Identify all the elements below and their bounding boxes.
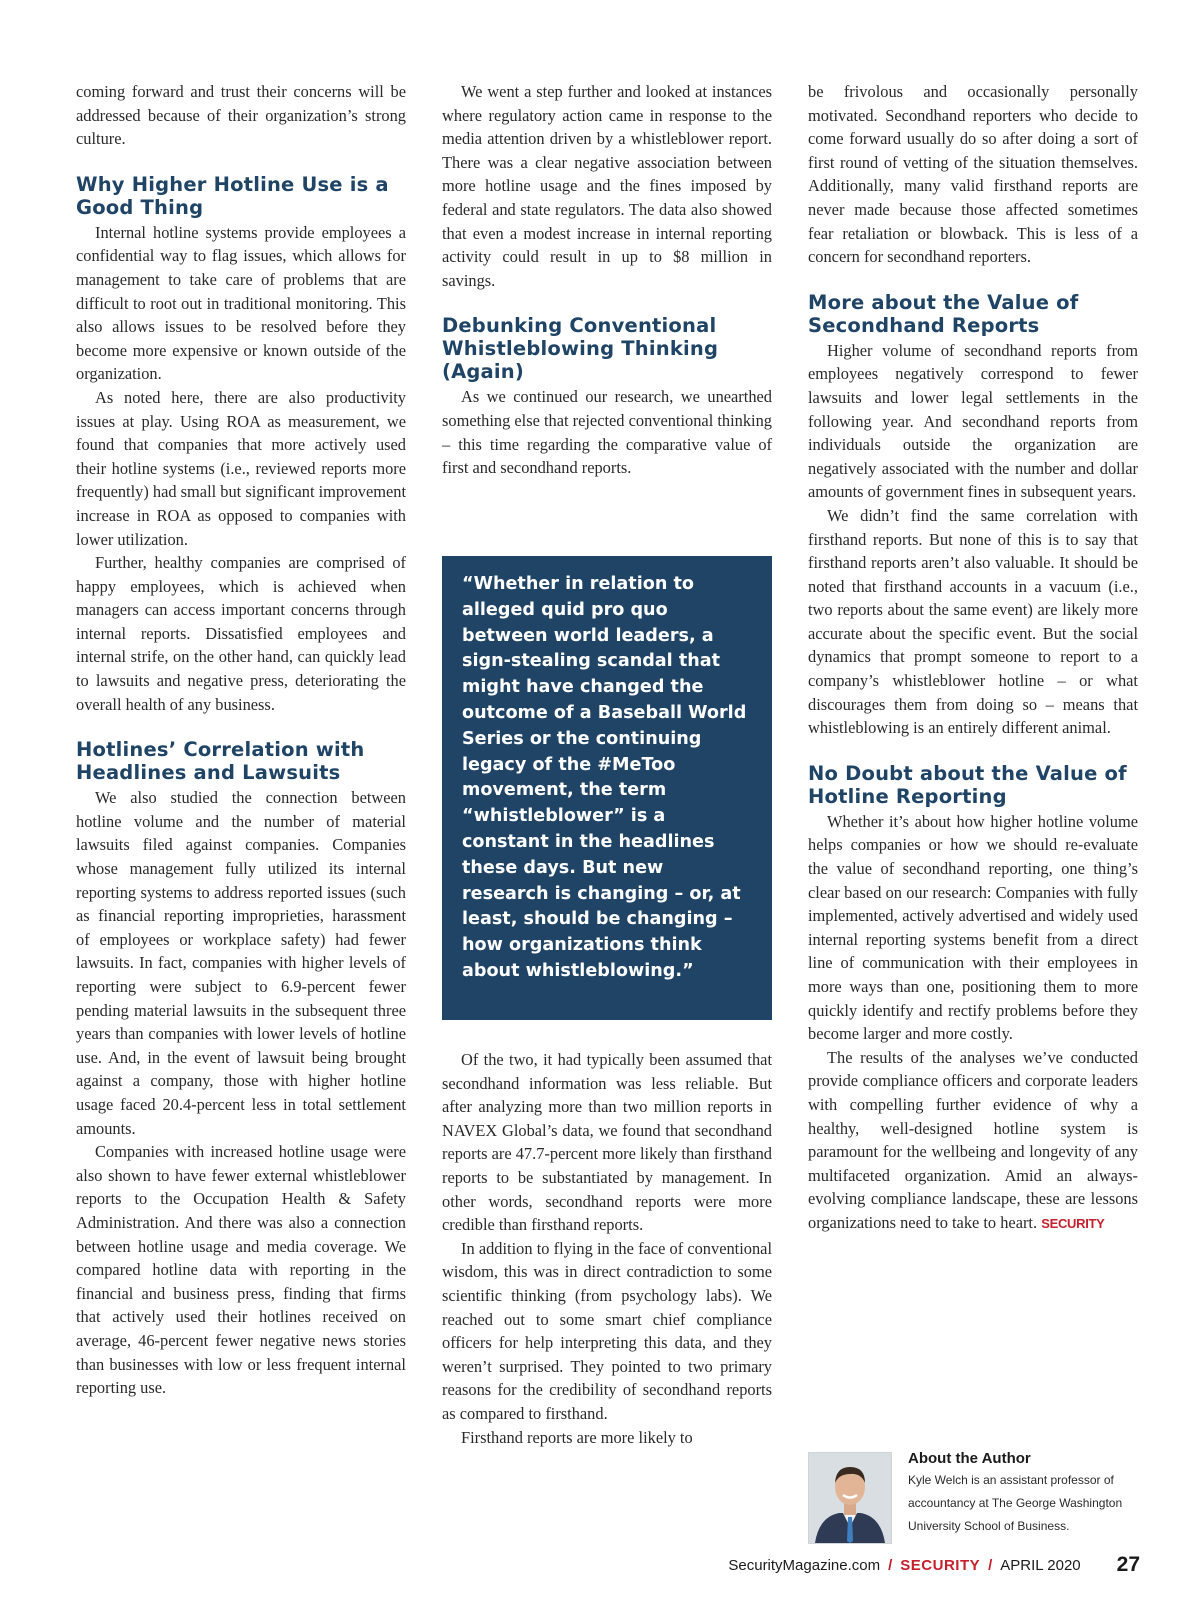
- about-author-box: [808, 1452, 1138, 1544]
- author-bio: Kyle Welch is an assistant professor of accountancy at The George Washington University School of Business.: [908, 1473, 1123, 1533]
- paragraph: As noted here, there are also productivity issues at play. Using ROA as measurement, we found that companies that more actively used their hotline systems (i.e., reviewed reports more frequently) had small but significant improvement increase in ROA as opposed to companies with lower utilization.: [76, 387, 407, 549]
- paragraph: As we continued our research, we unearthed something else that rejected conventional thinking – this time regarding the comparative value of first and secondhand reports.: [442, 387, 772, 478]
- paragraph: In addition to flying in the face of conventional wisdom, this was in direct contradiction to some scientific thinking (from psychology labs). We reached out to some smart chief compliance officers for help interpreting this data, and they weren’t surprised. They pointed to two primary reasons for the credibility of secondhand reports as compared to firsthand.: [442, 1238, 772, 1423]
- paragraph: Firsthand reports are more likely to: [461, 1427, 693, 1447]
- paragraph: Companies with increased hotline usage were also shown to have fewer external whistleblower reports to the Occupation Health & Safety Administration. And there was also a connection between hotline usage and media coverage. We compared hotline data with reporting in the financial and business press, finding that firms that actively used their hotlines received on average, 46-percent fewer negative news stories than businesses with low or less frequent internal reporting use.: [76, 1142, 406, 1398]
- author-photo: [808, 1452, 892, 1544]
- page-number: 27: [1116, 1553, 1140, 1576]
- author-portrait-icon: [809, 1453, 891, 1543]
- paragraph: be frivolous and occasionally personally motivated. Secondhand reporters who decide to come forward usually do so after doing a sort of first round of vetting of the situation themselves. Additionally, many valid firsthand reports are never made because those affected sometimes fear retaliation or blowback. This is less of a concern for secondhand reporters.: [808, 82, 1138, 267]
- author-heading: About the Author: [908, 1450, 1031, 1467]
- pull-quote: “Whether in relation to alleged quid pro quo between world leaders, a sign-stealing scandal that might have changed the outcome of a Baseball World Series or the continuing legacy of the #MeToo movement, the term “whistleblower” is a constant in the headlines these days. But new research is changing – or, at least, should be changing – how organizations think about whistleblowing.”: [442, 556, 772, 1020]
- footer-separator: /: [888, 1556, 893, 1574]
- section-heading: Debunking Conventional Whistleblowing Thinking (Again): [442, 314, 719, 384]
- section-heading: More about the Value of Secondhand Reports: [808, 290, 1079, 337]
- paragraph: We went a step further and looked at instances where regulatory action came in response to the media attention driven by a whistleblower report. There was a clear negative association between more hotline usage and the fines imposed by federal and state regulators. The data also showed that even a modest increase in internal reporting activity could result in up to $8 million in savings.: [442, 82, 772, 290]
- paragraph: Of the two, it had typically been assumed that secondhand information was less reliable. But after analyzing more than two million reports in NAVEX Global’s data, we found that secondhand reports are 47.7-percent more likely than firsthand reports to be substantiated by management. In other words, secondhand reports were more credible than firsthand reports.: [442, 1050, 772, 1235]
- column-2-continued: [442, 1048, 772, 1449]
- column-2: [442, 80, 772, 480]
- footer-date: APRIL 2020: [1000, 1556, 1081, 1574]
- paragraph: coming forward and trust their concerns will be addressed because of their organization’s strong culture.: [76, 82, 406, 149]
- column-1: [76, 80, 406, 1400]
- column-3: [808, 80, 1138, 1236]
- end-mark-logo: SECURITY: [1041, 1215, 1105, 1231]
- footer-separator: /: [988, 1556, 993, 1574]
- paragraph-text: The results of the analyses we’ve conducted provide compliance officers and corporate leaders with compelling further evidence of why a healthy, well-designed hotline system is paramount for the wellbeing and longevity of any multifaceted organization. Amid an always-evolving compliance landscape, these are lessons organizations need to take to heart.: [808, 1047, 1138, 1232]
- paragraph: Higher volume of secondhand reports from employees negatively correspond to fewer lawsuits and lower legal settlements in the following year. And secondhand reports from individuals outside the organization are negatively associated with the number and dollar amounts of government fines in subsequent years.: [808, 340, 1138, 502]
- section-heading: Why Higher Hotline Use is a Good Thing: [76, 172, 389, 219]
- paragraph-final: [808, 1046, 1138, 1236]
- paragraph: Whether it’s about how higher hotline volume helps companies or how we should re-evaluate the value of secondhand reporting, one thing’s clear based on our research: Companies with fully implemented, actively advertised and widely used internal reporting systems benefit from a direct line of communication with their employees in more ways than one, positioning them to more quickly identify and rectify problems before they become larger and more costly.: [808, 811, 1138, 1044]
- footer-site: SecurityMagazine.com: [728, 1556, 881, 1574]
- paragraph: Further, healthy companies are comprised of happy employees, which is achieved when managers can access important concerns through internal reports. Dissatisfied employees and internal strife, on the other hand, can quickly lead to lawsuits and negative press, deteriorating the overall health of any business.: [76, 553, 406, 714]
- section-heading: Hotlines’ Correlation with Headlines and Lawsuits: [76, 738, 365, 785]
- page-footer: [728, 1553, 1140, 1577]
- author-text: [908, 1450, 1138, 1538]
- section-heading: No Doubt about the Value of Hotline Reporting: [808, 761, 1127, 808]
- paragraph: We also studied the connection between hotline volume and the number of material lawsuits filed against companies. Companies whose management fully utilized its internal reporting systems to address reported issues (such as financial reporting improprieties, harassment of employees or workplace safety) had fewer lawsuits. In fact, companies with higher levels of reporting were subject to 6.9-percent fewer pending material lawsuits in the subsequent three years than companies with lower levels of hotline use. And, in the event of lawsuit being brought against a company, those with higher hotline usage faced 20.4-percent less in total settlement amounts.: [76, 788, 406, 1138]
- paragraph: We didn’t find the same correlation with firsthand reports. But none of this is to say that firsthand reports aren’t also valuable. It should be noted that firsthand accounts in a vacuum (i.e., two reports about the same event) are likely more accurate about the specific event. But the social dynamics that prompt someone to report to a company’s whistleblower hotline – or what discourages them from doing so – means that whistleblowing is an entirely different animal.: [808, 505, 1138, 738]
- paragraph: Internal hotline systems provide employees a confidential way to flag issues, which allows for management to take care of problems that are difficult to root out in traditional monitoring. This also allows issues to be resolved before they become more expensive or known outside of the organization.: [76, 222, 406, 384]
- footer-brand: SECURITY: [900, 1556, 981, 1574]
